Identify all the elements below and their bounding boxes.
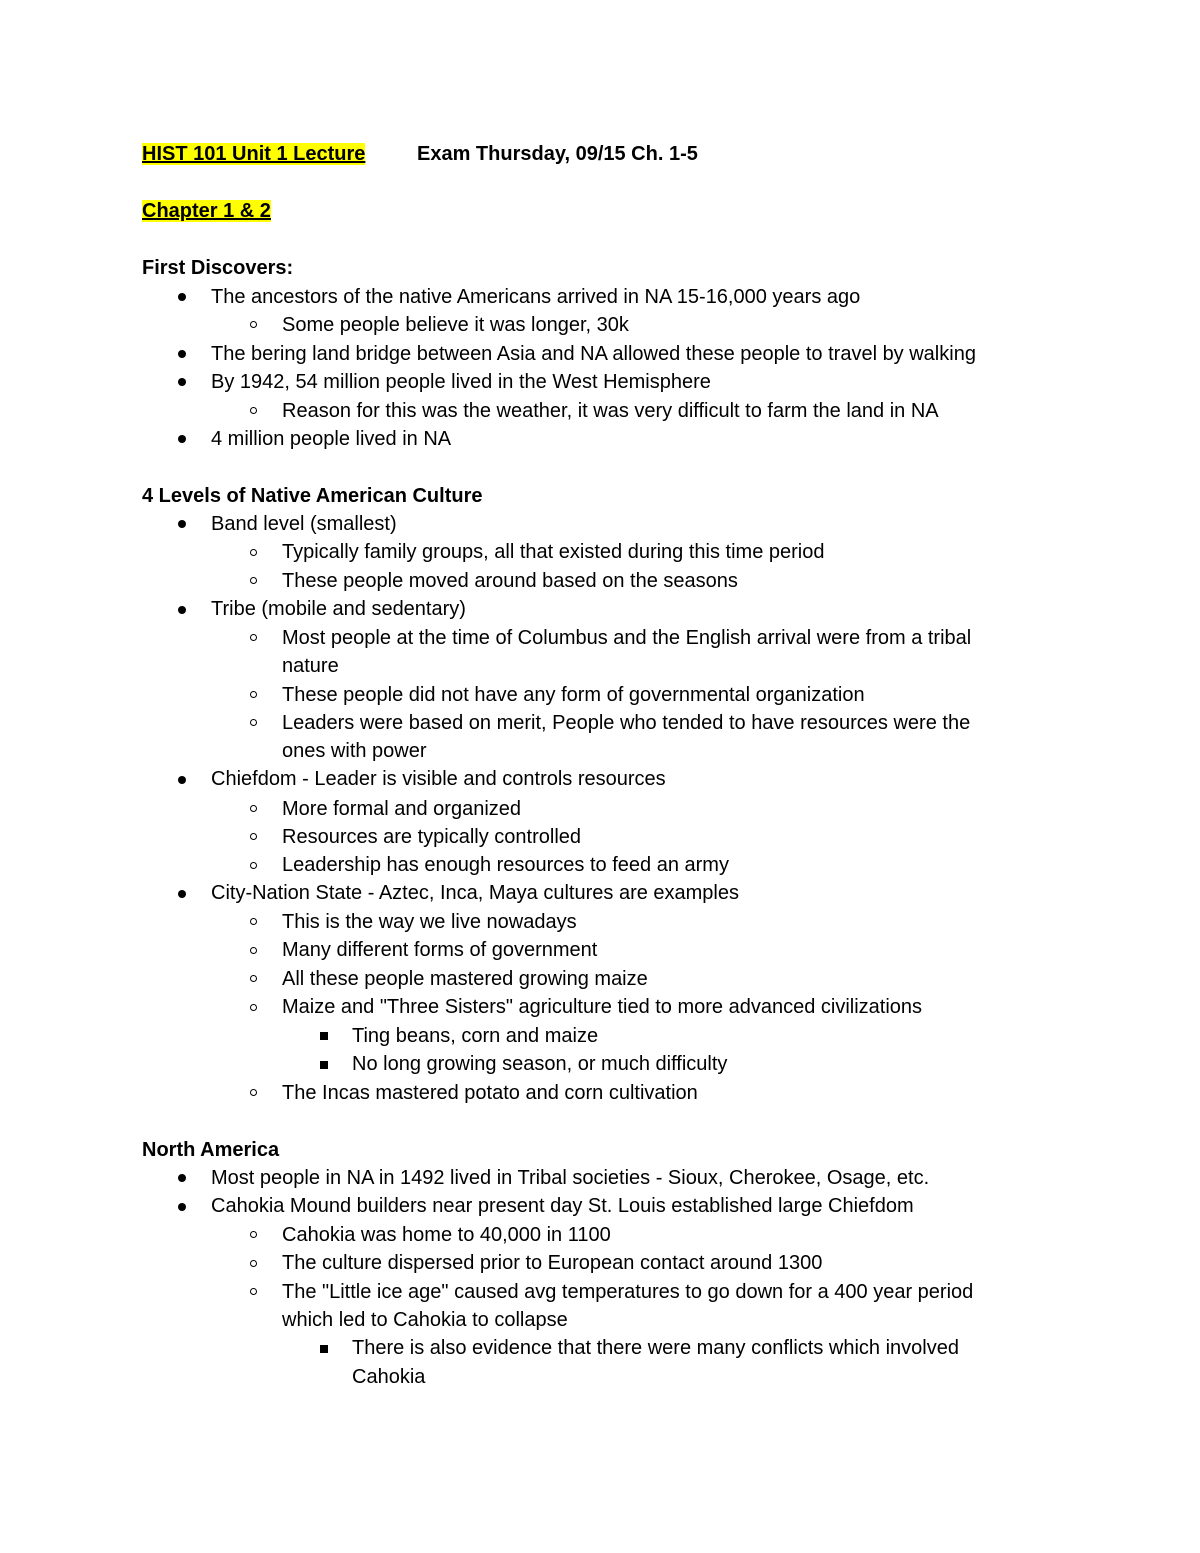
list-item: Chiefdom - Leader is visible and controls resources bbox=[211, 768, 666, 790]
list-item-continuation: Cahokia bbox=[352, 1366, 426, 1388]
bullet-circle-icon bbox=[250, 805, 257, 812]
list-item: Tribe (mobile and sedentary) bbox=[211, 598, 466, 620]
list-item: 4 million people lived in NA bbox=[211, 428, 452, 450]
bullet-circle-icon bbox=[250, 1260, 257, 1267]
list-item: Many different forms of government bbox=[282, 939, 598, 961]
bullet-circle-icon bbox=[250, 1288, 257, 1295]
list-item: Reason for this was the weather, it was very difficult to farm the land in NA bbox=[282, 400, 939, 422]
chapter-heading: Chapter 1 & 2 bbox=[142, 200, 271, 222]
list-item: The ancestors of the native Americans arrived in NA 15-16,000 years ago bbox=[211, 286, 861, 308]
bullet-disc-icon bbox=[178, 378, 186, 386]
list-item-continuation: nature bbox=[282, 655, 339, 677]
bullet-square-icon bbox=[320, 1061, 328, 1069]
bullet-disc-icon bbox=[178, 776, 186, 784]
list-item: These people did not have any form of governmental organization bbox=[282, 684, 865, 706]
list-item: Resources are typically controlled bbox=[282, 826, 582, 848]
bullet-disc-icon bbox=[178, 293, 186, 301]
list-item: The Incas mastered potato and corn cultivation bbox=[282, 1082, 698, 1104]
bullet-circle-icon bbox=[250, 321, 257, 328]
list-item: The bering land bridge between Asia and NA allowed these people to travel by walking bbox=[211, 343, 976, 365]
section-heading-north-america: North America bbox=[142, 1139, 280, 1161]
list-item: The "Little ice age" caused avg temperatures to go down for a 400 year period bbox=[282, 1281, 974, 1303]
list-item: Cahokia was home to 40,000 in 1100 bbox=[282, 1224, 611, 1246]
list-item: No long growing season, or much difficulty bbox=[352, 1053, 728, 1075]
bullet-square-icon bbox=[320, 1345, 328, 1353]
bullet-disc-icon bbox=[178, 435, 186, 443]
chapter-heading-wrap bbox=[142, 197, 271, 225]
bullet-circle-icon bbox=[250, 975, 257, 982]
list-item: All these people mastered growing maize bbox=[282, 968, 648, 990]
list-item: By 1942, 54 million people lived in the West Hemisphere bbox=[211, 371, 711, 393]
list-item-continuation: which led to Cahokia to collapse bbox=[282, 1309, 568, 1331]
section-heading-first-discovers: First Discovers: bbox=[142, 257, 294, 279]
bullet-circle-icon bbox=[250, 1231, 257, 1238]
list-item: Most people in NA in 1492 lived in Tribal societies - Sioux, Cherokee, Osage, etc. bbox=[211, 1167, 930, 1189]
list-item: Typically family groups, all that existed during this time period bbox=[282, 541, 825, 563]
list-item: Cahokia Mound builders near present day St. Louis established large Chiefdom bbox=[211, 1195, 914, 1217]
bullet-disc-icon bbox=[178, 1174, 186, 1182]
bullet-circle-icon bbox=[250, 634, 257, 641]
list-item: There is also evidence that there were many conflicts which involved bbox=[352, 1337, 959, 1359]
bullet-disc-icon bbox=[178, 350, 186, 358]
list-item: Maize and "Three Sisters" agriculture tied to more advanced civilizations bbox=[282, 996, 923, 1018]
list-item: Some people believe it was longer, 30k bbox=[282, 314, 629, 336]
list-item: City-Nation State - Aztec, Inca, Maya cultures are examples bbox=[211, 882, 739, 904]
section-heading-levels: 4 Levels of Native American Culture bbox=[142, 485, 483, 507]
bullet-circle-icon bbox=[250, 1004, 257, 1011]
list-item: More formal and organized bbox=[282, 798, 522, 820]
list-item: Leaders were based on merit, People who tended to have resources were the bbox=[282, 712, 971, 734]
bullet-circle-icon bbox=[250, 407, 257, 414]
bullet-disc-icon bbox=[178, 520, 186, 528]
bullet-disc-icon bbox=[178, 606, 186, 614]
bullet-disc-icon bbox=[178, 890, 186, 898]
bullet-circle-icon bbox=[250, 862, 257, 869]
course-title: HIST 101 Unit 1 Lecture bbox=[142, 143, 366, 165]
list-item: Band level (smallest) bbox=[211, 513, 397, 535]
bullet-circle-icon bbox=[250, 947, 257, 954]
document-header bbox=[142, 140, 365, 168]
list-item-continuation: ones with power bbox=[282, 740, 427, 762]
list-item: The culture dispersed prior to European contact around 1300 bbox=[282, 1252, 823, 1274]
bullet-circle-icon bbox=[250, 577, 257, 584]
exam-note: Exam Thursday, 09/15 Ch. 1-5 bbox=[417, 143, 698, 165]
list-item: These people moved around based on the seasons bbox=[282, 570, 738, 592]
bullet-square-icon bbox=[320, 1032, 328, 1040]
list-item: Ting beans, corn and maize bbox=[352, 1025, 599, 1047]
bullet-circle-icon bbox=[250, 833, 257, 840]
list-item: This is the way we live nowadays bbox=[282, 911, 577, 933]
list-item: Leadership has enough resources to feed an army bbox=[282, 854, 729, 876]
bullet-circle-icon bbox=[250, 1089, 257, 1096]
bullet-circle-icon bbox=[250, 719, 257, 726]
list-item: Most people at the time of Columbus and the English arrival were from a tribal bbox=[282, 627, 972, 649]
bullet-circle-icon bbox=[250, 549, 257, 556]
bullet-circle-icon bbox=[250, 691, 257, 698]
bullet-circle-icon bbox=[250, 918, 257, 925]
bullet-disc-icon bbox=[178, 1203, 186, 1211]
